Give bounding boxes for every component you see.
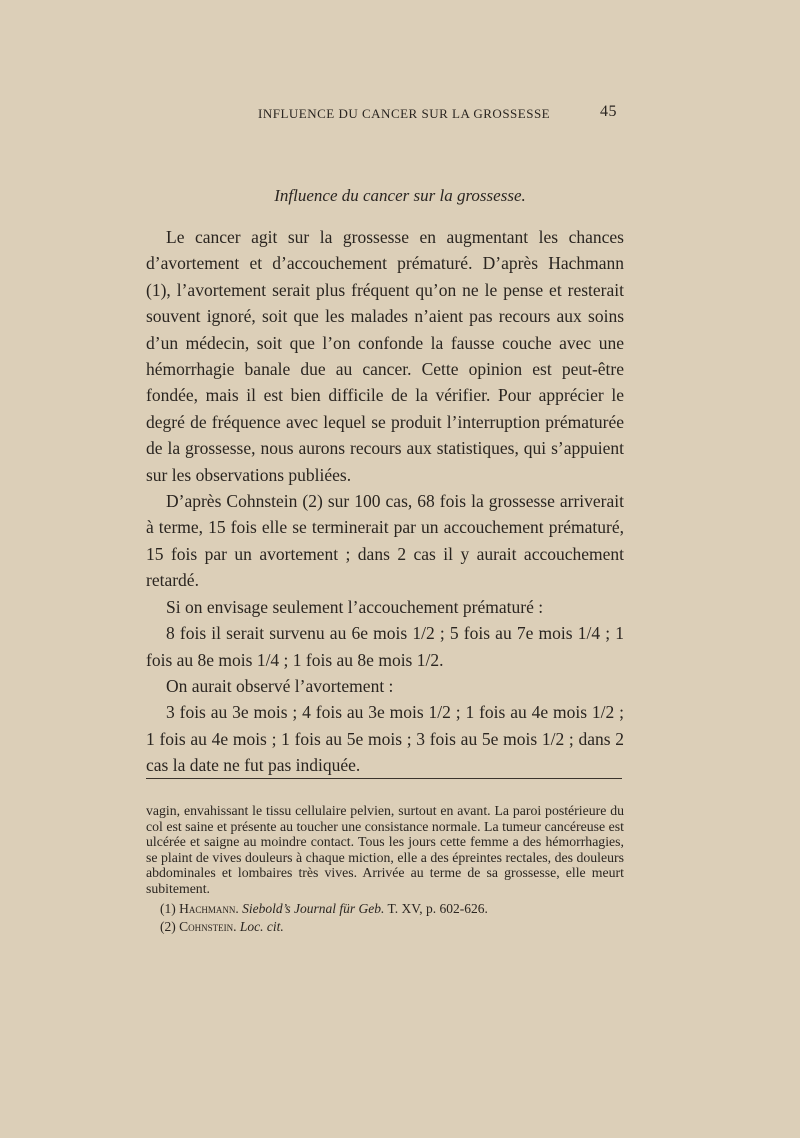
- page-header: [0, 103, 800, 126]
- paragraph-6: 3 fois au 3e mois ; 4 fois au 3e mois 1/2 ; 1 fois au 4e mois 1/2 ; 1 fois au 4e mois ; 1 fois au 5e mois ; 3 fois au 5e mois 1/2 ; dans 2 cas la date ne fut pas indiquée.: [146, 702, 624, 776]
- paragraph-2: D’après Cohnstein (2) sur 100 cas, 68 fois la grossesse arriverait à terme, 15 fois elle se terminerait par un accouchement prématuré, 15 fois par un avortement ; dans 2 cas il y aurait accouchement retardé.: [146, 491, 624, 591]
- footnote-2-work: Loc. cit.: [239, 918, 284, 934]
- paragraph-5: On aurait observé l’avortement :: [166, 675, 394, 696]
- footnote-2: [146, 918, 624, 936]
- section-title: Influence du cancer sur la grossesse.: [274, 186, 526, 205]
- paragraph-4: 8 fois il serait survenu au 6e mois 1/2 ; 5 fois au 7e mois 1/4 ; 1 fois au 8e mois 1/4 ; 1 fois au 8e mois 1/2.: [146, 623, 624, 670]
- footnote-1-work: Siebold’s Journal für Geb.: [242, 900, 385, 916]
- footnote-continuation: vagin, envahissant le tissu cellulaire pelvien, surtout en avant. La paroi postérieure du col est saine et présente au toucher une consistance normale. La tumeur cancéreuse est ulcérée et saigne au moindre contact. Tous les jours cette femme a des hémorrhagies, se plaint de vives douleurs à chaque miction, elle a des épreintes rectales, des douleurs abdominales et lombaires très vives. Arrivée au terme de sa grossesse, elle meurt subitement.: [146, 803, 624, 896]
- footnote-2-marker: (2): [160, 918, 176, 934]
- body-text: [146, 224, 624, 779]
- footnote-1-marker: (1): [160, 900, 176, 916]
- paragraph-3: Si on envisage seulement l’accouchement prématuré :: [166, 596, 544, 617]
- footnotes: [146, 803, 624, 936]
- footnote-2-author: Cohnstein.: [179, 918, 237, 934]
- footnote-1-author: Hachmann.: [179, 900, 239, 916]
- page-number: 45: [600, 103, 617, 120]
- paragraph-1: Le cancer agit sur la grossesse en augmentant les chances d’avortement et d’accouchement prématuré. D’après Hachmann (1), l’avortement serait plus fréquent qu’on ne le pense et resterait souvent ignoré, soit que les malades n’aient pas recours aux soins d’un médecin, soit que l’on confonde la fausse couche avec une hémorrhagie banale due au cancer. Cette opinion est peut-être fondée, mais il est bien difficile de la vérifier. Pour apprécier le degré de fréquence avec lequel se produit l’interruption prématurée de la grossesse, nous aurons recours aux statistiques, qui s’appuient sur les observations publiées.: [146, 227, 624, 485]
- footnote-rule: [146, 778, 622, 779]
- footnote-1-rest: T. XV, p. 602-626.: [387, 900, 488, 916]
- footnote-1: [146, 900, 624, 918]
- running-head: INFLUENCE DU CANCER SUR LA GROSSESSE: [258, 106, 551, 121]
